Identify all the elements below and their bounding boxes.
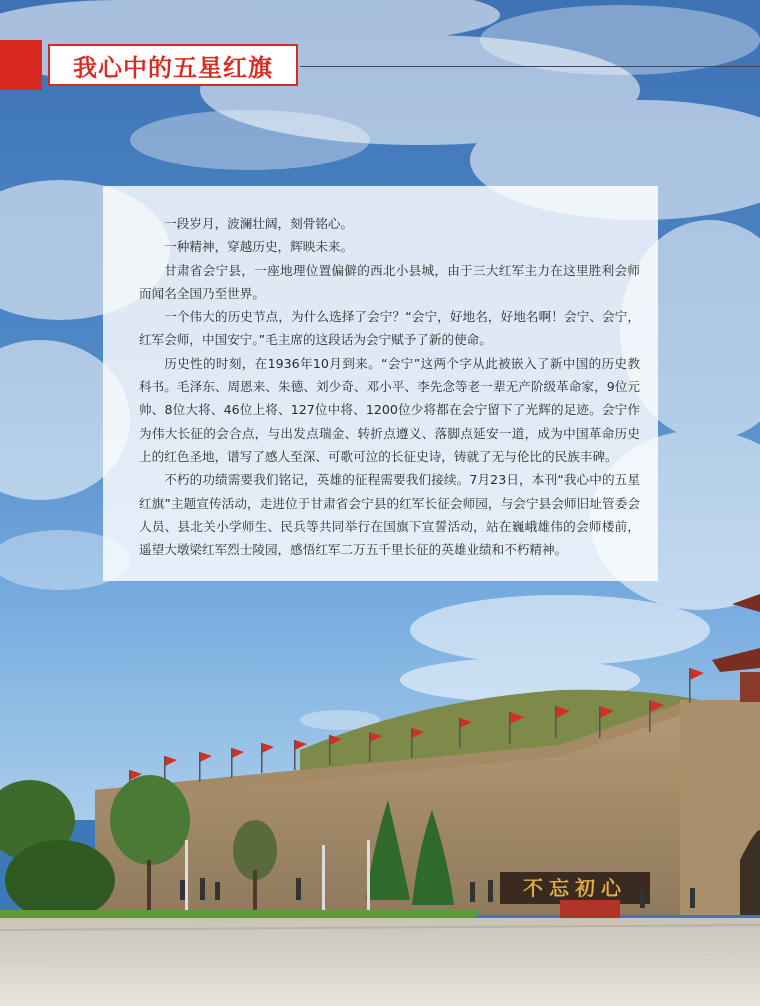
- article-paragraph: 不朽的功绩需要我们铭记，英雄的征程需要我们接续。7月23日，本刊“我心中的五星红旗”主题宣传活动，走进位于甘肃省会宁县的红军长征会师园，与会宁县会师旧址管委会人员、县北关小学师生、民兵等共同举行在国旗下宣誓活动，站在巍峨雄伟的会师楼前，遥望大墩梁红军烈士陵园，感悟红军二万五千里长征的英雄业绩和不朽精神。: [139, 472, 640, 558]
- title-rule: [300, 66, 760, 67]
- article-paragraph: 一种精神，穿越历史，辉映未来。: [164, 239, 354, 255]
- article-paragraph: 甘肃省会宁县，一座地理位置偏僻的西北小县城，由于三大红军主力在这里胜利会师而闻名全国乃至世界。: [139, 262, 640, 301]
- wall-inscription: 不忘初心: [523, 876, 627, 900]
- article-panel: [103, 186, 658, 581]
- title-accent-block: [0, 40, 42, 90]
- article-paragraph: 一个伟大的历史节点，为什么选择了会宁？“会宁，好地名，好地名啊！会宁、会宁，红军会师，中国安宁。”毛主席的这段话为会宁赋予了新的使命。: [139, 309, 640, 348]
- page-title: 我心中的五星红旗: [73, 53, 273, 82]
- page-title-box: [48, 44, 298, 86]
- article-paragraph: 历史性的时刻，在1936年10月到来。“会宁”这两个字从此被嵌入了新中国的历史教科书。毛泽东、周恩来、朱德、刘少奇、邓小平、李先念等老一辈无产阶级革命家，9位元帅、8位大将、46位上将、127位中将、1200位少将都在会宁留下了光辉的足迹。会宁作为伟大长征的会合点，与出发点瑞金、转折点遵义、落脚点延安一道，成为中国革命历史上的红色圣地，谱写了感人至深、可歌可泣的长征史诗，铸就了无与伦比的民族丰碑。: [139, 355, 640, 464]
- article-paragraph: 一段岁月，波澜壮阔，刻骨铭心。: [164, 216, 354, 231]
